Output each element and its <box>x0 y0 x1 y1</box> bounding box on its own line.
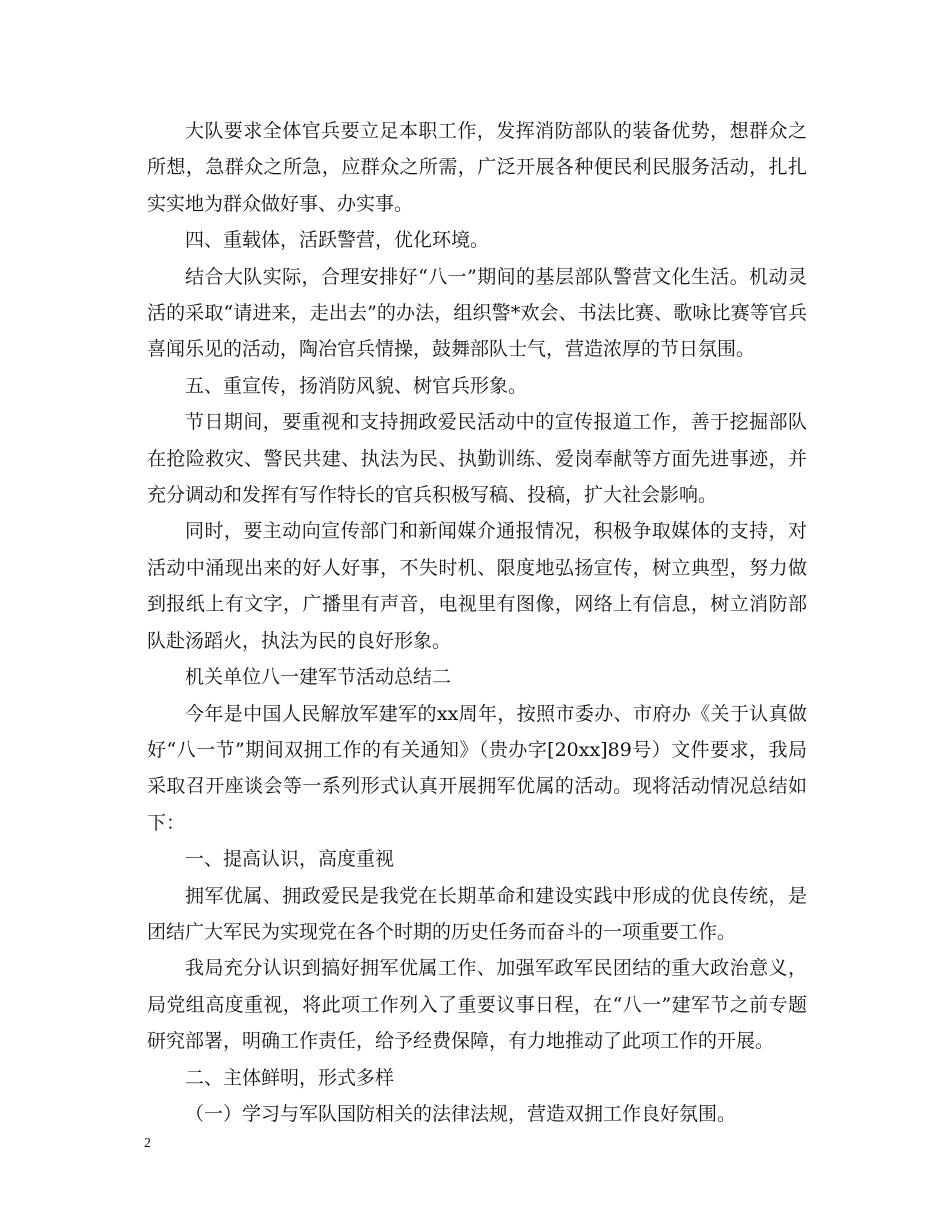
paragraph: 节日期间，要重视和支持拥政爱民活动中的宣传报道工作，善于挖掘部队在抢险救灾、警民共建、执法为民、执勤训练、爱岗奉献等方面先进事迹，并充分调动和发挥有写作特长的官兵积极写稿、投稿，扩大社会影响。 <box>147 411 807 507</box>
section-heading: 二、主体鲜明，形式多样 <box>185 1066 395 1089</box>
document-body <box>147 113 807 1132</box>
paragraph: 今年是中国人民解放军建军的xx周年，按照市委办、市府办《关于认真做好“八一节”期间双拥工作的有关通知》（贵办字[20xx]89号）文件要求，我局采取召开座谈会等一系列形式认真开展拥军优属的活动。现将活动情况总结如下： <box>147 702 807 834</box>
paragraph: 大队要求全体官兵要立足本职工作，发挥消防部队的装备优势，想群众之所想，急群众之所急，应群众之所需，广泛开展各种便民利民服务活动，扎扎实实地为群众做好事、办实事。 <box>147 120 807 215</box>
paragraph: 结合大队实际，合理安排好“八一”期间的基层部队警营文化生活。机动灵活的采取“请进来，走出去”的办法，组织警*欢会、书法比赛、歌咏比赛等官兵喜闻乐见的活动，陶冶官兵情操，鼓舞部队士气，营造浓厚的节日氛围。 <box>147 265 807 361</box>
section-heading: 一、提高认识，高度重视 <box>185 848 395 871</box>
section-heading: 四、重载体，活跃警营，优化环境。 <box>185 229 490 252</box>
paragraph: 同时，要主动向宣传部门和新闻媒介通报情况，积极争取媒体的支持，对活动中涌现出来的好人好事，不失时机、限度地弘扬宣传，树立典型，努力做到报纸上有文字，广播里有声音，电视里有图像，网络上有信息，树立消防部队赴汤蹈火，执法为民的良好形象。 <box>147 520 807 652</box>
paragraph: 我局充分认识到搞好拥军优属工作、加强军政军民团结的重大政治意义，局党组高度重视，将此项工作列入了重要议事日程，在“八一”建军节之前专题研究部署，明确工作责任，给予经费保障，有力地推动了此项工作的开展。 <box>147 957 807 1053</box>
article-title: 机关单位八一建军节活动总结二 <box>185 666 452 689</box>
section-heading: 五、重宣传，扬消防风貌、树官兵形象。 <box>185 374 528 397</box>
paragraph: 拥军优属、拥政爱民是我党在长期革命和建设实践中形成的优良传统，是团结广大军民为实现党在各个时期的历史任务而奋斗的一项重要工作。 <box>147 884 807 943</box>
subsection-heading: （一）学习与军队国防相关的法律法规，营造双拥工作良好氛围。 <box>185 1102 737 1125</box>
page-number: 2 <box>144 1136 151 1151</box>
